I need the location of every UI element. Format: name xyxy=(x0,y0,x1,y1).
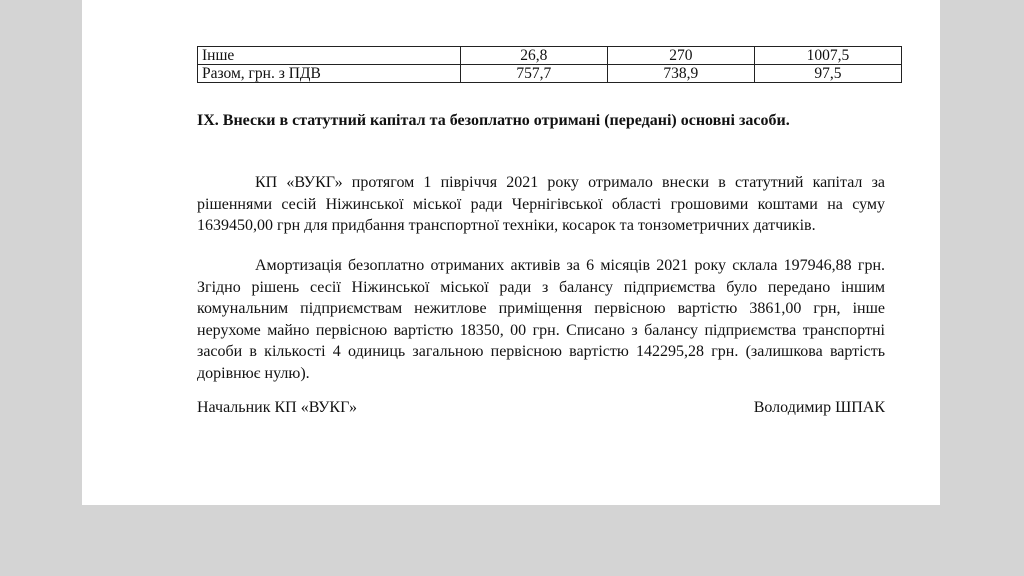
table-row xyxy=(198,47,902,65)
row-value-3: 97,5 xyxy=(754,65,901,83)
row-value-3: 1007,5 xyxy=(754,47,901,65)
signatory-position: Начальник КП «ВУКГ» xyxy=(197,399,357,416)
table-row xyxy=(198,65,902,83)
document-page xyxy=(82,0,940,505)
row-value-2: 738,9 xyxy=(607,65,754,83)
row-label: Разом, грн. з ПДВ xyxy=(198,65,461,83)
paragraph-amortization: Амортизація безоплатно отриманих активів за 6 місяців 2021 року склала 197946,88 грн. Згідно рішень сесії Ніжинської міської ради з балансу підприємства було передано іншим комунальним підприємствам нежитлове приміщення первісною вартістю 3861,00 грн, інше нерухоме майно первісною вартістю 18350, 00 грн. Списано з балансу підприємства транспортні засоби в кількості 4 одиниць загальною первісною вартістю 142295,28 грн. (залишкова вартість дорівнює нулю). xyxy=(197,257,885,382)
row-value-1: 26,8 xyxy=(460,47,607,65)
signatory-name: Володимир ШПАК xyxy=(753,399,885,416)
paragraph-contributions: КП «ВУКГ» протягом 1 півріччя 2021 року отримало внески в статутний капітал за рішеннями сесій Ніжинської міської ради Чернігівської області грошовими коштами на суму 1639450,00 грн для придбання транспортної техніки, косарок та тонзометричних датчиків. xyxy=(197,174,885,234)
row-label: Інше xyxy=(198,47,461,65)
row-value-1: 757,7 xyxy=(460,65,607,83)
financial-table xyxy=(197,46,902,83)
section-heading: IX. Внески в статутний капітал та безоплатно отримані (передані) основні засоби. xyxy=(197,112,790,129)
row-value-2: 270 xyxy=(607,47,754,65)
